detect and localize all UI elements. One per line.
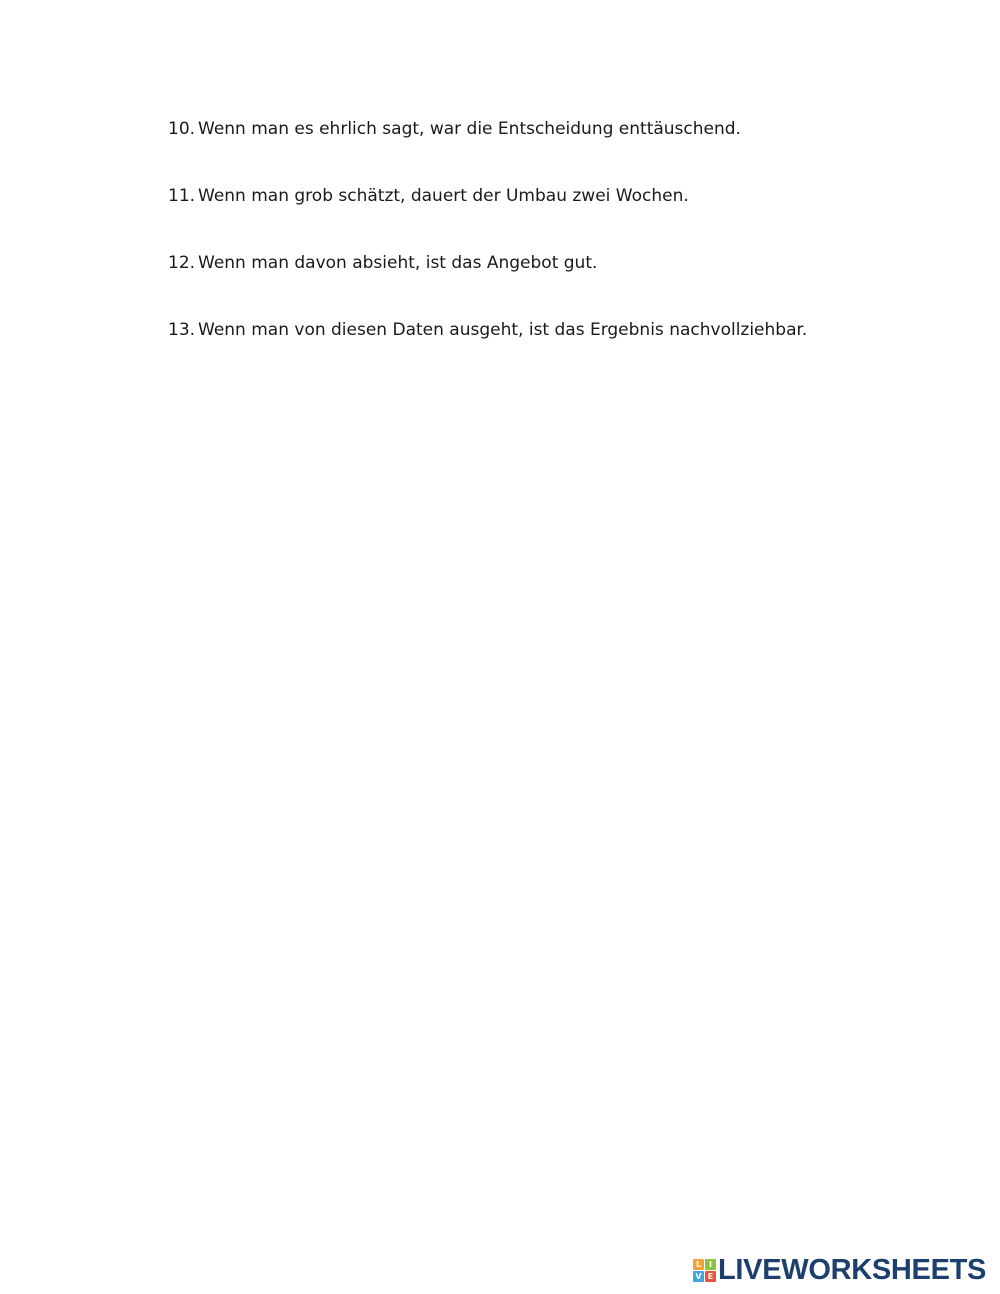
item-sentence: Wenn man es ehrlich sagt, war die Entscheidung enttäuschend. bbox=[198, 119, 741, 139]
worksheet-items bbox=[168, 116, 948, 384]
logo-tile-e: E bbox=[705, 1271, 716, 1282]
worksheet-item-10 bbox=[168, 116, 948, 142]
item-number: 10. bbox=[168, 119, 196, 139]
item-number: 11. bbox=[168, 186, 196, 206]
logo-tile-i: I bbox=[705, 1259, 716, 1270]
worksheet-item-11 bbox=[168, 183, 948, 209]
item-number: 13. bbox=[168, 320, 196, 340]
logo-tiles-icon bbox=[693, 1259, 716, 1282]
item-number: 12. bbox=[168, 253, 196, 273]
item-sentence: Wenn man davon absieht, ist das Angebot gut. bbox=[198, 253, 598, 273]
liveworksheets-logo bbox=[693, 1254, 986, 1286]
worksheet-item-13 bbox=[168, 317, 948, 343]
logo-tile-v: V bbox=[693, 1271, 704, 1282]
worksheet-item-12 bbox=[168, 250, 948, 276]
logo-tile-l: L bbox=[693, 1259, 704, 1270]
brand-name: LIVEWORKSHEETS bbox=[718, 1254, 987, 1286]
item-sentence: Wenn man von diesen Daten ausgeht, ist das Ergebnis nachvollziehbar. bbox=[198, 320, 808, 340]
item-sentence: Wenn man grob schätzt, dauert der Umbau zwei Wochen. bbox=[198, 186, 689, 206]
